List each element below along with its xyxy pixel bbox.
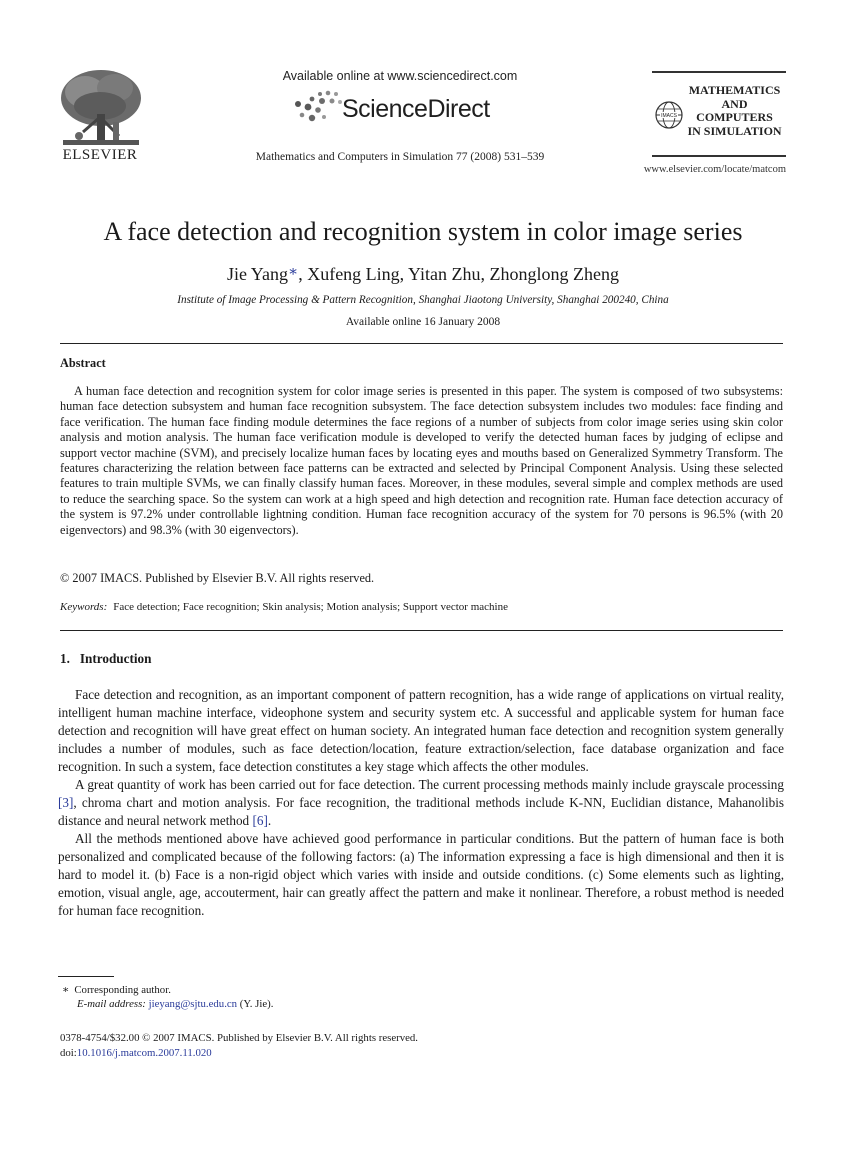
intro-paragraph-2 — [58, 776, 784, 830]
keywords — [60, 601, 508, 613]
abstract-body — [60, 384, 783, 538]
journal-logo-title — [682, 84, 787, 138]
citation-link-3[interactable]: [3] — [58, 795, 74, 810]
intro-paragraph-1: Face detection and recognition, as an important component of pattern recognition, has a wide range of applications on virtual reality, intelligent human machine interface, videophone system and security system etc. A successful and applicable system for human face detection and recognition will have great effect on human society. An integrated human face detection and recognition system generally includes a number of modules, such as face detection/location, feature extraction/selection, face database organization and face recognition. In such a system, face detection constitutes a key stage which affects the other modules. — [58, 687, 784, 774]
doi-line — [60, 1047, 212, 1059]
journal-logo-bottom-rule — [652, 155, 786, 157]
footnote-email — [77, 998, 273, 1010]
journal-logo-line-2: AND — [721, 96, 748, 111]
section-heading-introduction — [60, 651, 151, 667]
introduction-body — [58, 686, 784, 920]
doi-label: doi: — [60, 1047, 77, 1059]
doi-link[interactable]: 10.1016/j.matcom.2007.11.020 — [76, 1047, 212, 1059]
abstract-bottom-rule — [60, 630, 783, 631]
journal-logo-line-1: MATHEMATICS — [688, 83, 781, 97]
available-online-text: Available online at www.sciencedirect.com — [282, 69, 518, 83]
journal-url[interactable]: www.elsevier.com/locate/matcom — [643, 164, 786, 175]
intro-p2-text-c: . — [267, 813, 272, 828]
available-online-date: Available online 16 January 2008 — [345, 316, 501, 328]
section-number: 1. — [60, 651, 70, 666]
journal-logo-top-rule — [652, 71, 786, 73]
footnote-mark: ∗ — [62, 984, 70, 996]
journal-citation: Mathematics and Computers in Simulation 77 (2008) 531–539 — [255, 151, 545, 163]
sciencedirect-dots-icon — [290, 89, 346, 123]
keywords-label: Keywords: — [60, 601, 108, 613]
intro-paragraph-3: All the methods mentioned above have achieved good performance in particular conditions. But the pattern of human face is both personalized and complicated because of the following factors: (a) The information expressing a face is high dimensional and then it is hard to model it. (b) Face is a non-rigid object which varies with inside and outside conditions. (c) Some elements such as lighting, emotion, visual angle, age, accouterment, hair can greatly affect the pattern and make it nonlinear. Therefore, a robust method is needed for human face recognition. — [58, 831, 784, 918]
journal-logo-line-3: COMPUTERS — [696, 110, 773, 124]
affiliation: Institute of Image Processing & Pattern Recognition, Shanghai Jiaotong University, Shanghai 200240, China — [177, 294, 669, 306]
section-title: Introduction — [79, 651, 152, 666]
email-label: E-mail address: — [77, 998, 146, 1010]
imacs-globe-icon — [654, 100, 684, 130]
first-author: Jie Yang — [226, 264, 288, 284]
keywords-list: Face detection; Face recognition; Skin analysis; Motion analysis; Support vector machine — [113, 601, 508, 613]
citation-link-6[interactable]: [6] — [252, 813, 268, 828]
other-authors: , Xufeng Ling, Yitan Zhu, Zhonglong Zheng — [298, 264, 619, 284]
email-suffix: (Y. Jie). — [237, 998, 274, 1010]
abstract-heading: Abstract — [60, 356, 106, 370]
imacs-label: IMACS — [661, 113, 677, 119]
abstract-copyright: © 2007 IMACS. Published by Elsevier B.V. All rights reserved. — [60, 571, 375, 585]
publisher-name: ELSEVIER — [62, 147, 138, 163]
intro-p2-text-a: A great quantity of work has been carried out for face detection. The current processing methods mainly include grayscale processing — [75, 777, 784, 792]
abstract-top-rule — [60, 343, 783, 344]
email-link[interactable]: jieyang@sjtu.edu.cn — [148, 998, 238, 1010]
abstract-text: A human face detection and recognition system for color image series is presented in this paper. The system is composed of two subsystems: human face detection subsystem and human face recognition subsystem. The face detection subsystem includes two modules: face finding and face verification. The human face finding module determines the face regions of a number of subjects from color image series using skin color analysis and motion analysis. The human face verification module is developed to verify the detected human faces by judging of eclipse and support vector machine (SVM), and precisely localize human faces by locating eyes and mouths based on Generalized Symmetry Transform. The features characterizing the relation between face patterns can be extracted and selected by Principal Component Analysis. Using these selected features to train multiple SVMs, we can finally classify human faces. Moreover, in these modules, several simple and complex methods are used to reduce the searching space. So the system can work at a high speed and high detection and recognition rate. Human face detection accuracy of the system is 97.2% under controllable lightning condition. Human face recognition accuracy of the system for 70 persons is 96.5% (with 20 eigenvectors) and 98.3% (with 30 eigenvectors). — [60, 384, 783, 537]
footnote-corresponding — [62, 983, 171, 996]
issn-line: 0378-4754/$32.00 © 2007 IMACS. Published by Elsevier B.V. All rights reserved. — [60, 1032, 418, 1044]
footnote-rule — [58, 976, 114, 977]
journal-logo-line-4: IN SIMULATION — [687, 123, 782, 138]
sciencedirect-wordmark: ScienceDirect — [342, 95, 490, 123]
corresponding-author-mark[interactable]: ∗ — [288, 264, 299, 280]
author-list — [0, 262, 846, 285]
paper-title: A face detection and recognition system in color image series — [103, 217, 743, 246]
intro-p2-text-b: , chroma chart and motion analysis. For face recognition, the traditional methods include K-NN, Euclidian distance, Mahanolibis distance and neural network method — [58, 795, 784, 828]
corresponding-author-note: Corresponding author. — [74, 984, 171, 996]
